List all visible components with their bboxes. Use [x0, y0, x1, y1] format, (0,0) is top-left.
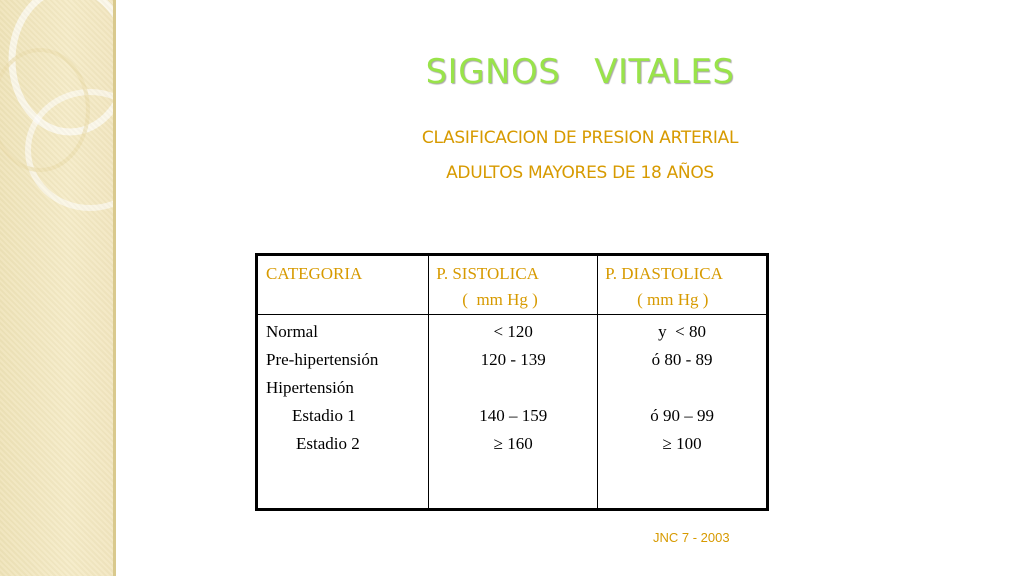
diastolica-estadio-1: ó 90 – 99 [650, 406, 714, 425]
category-hipertension: Hipertensión [266, 378, 354, 397]
header-sistolica-unit: ( mm Hg ) [462, 290, 538, 309]
source-citation: JNC 7 - 2003 [653, 530, 730, 545]
header-categoria-label: CATEGORIA [266, 264, 363, 283]
diastolica-column [598, 315, 768, 510]
sistolica-hipertension [429, 379, 597, 407]
table-header-row [257, 255, 768, 315]
header-diastolica [598, 255, 768, 315]
header-categoria [257, 255, 429, 315]
header-diastolica-unit: ( mm Hg ) [637, 290, 709, 309]
sistolica-prehipertension: 120 - 139 [480, 350, 546, 369]
slide-title: SIGNOS VITALES [425, 52, 735, 92]
header-sistolica [429, 255, 598, 315]
sistolica-normal: < 120 [493, 322, 533, 341]
diastolica-prehipertension: ó 80 - 89 [651, 350, 713, 369]
diastolica-normal: y < 80 [658, 322, 706, 341]
sistolica-estadio-1: 140 – 159 [479, 406, 548, 425]
category-normal: Normal [266, 322, 318, 341]
sistolica-estadio-2: ≥ 160 [493, 434, 533, 453]
diastolica-hipertension [598, 379, 766, 407]
category-estadio-2: Estadio 2 [296, 434, 360, 453]
slide-subtitle-line1: CLASIFICACION DE PRESION ARTERIAL [421, 128, 739, 148]
category-estadio-1: Estadio 1 [292, 406, 356, 425]
header-sistolica-label: P. SISTOLICA [436, 264, 539, 283]
diastolica-estadio-2: ≥ 100 [662, 434, 702, 453]
header-diastolica-label: P. DIASTOLICA [605, 264, 723, 283]
category-prehipertension: Pre-hipertensión [266, 350, 379, 369]
slide-subtitle-line2: ADULTOS MAYORES DE 18 AÑOS [446, 163, 714, 183]
table-body-row [257, 315, 768, 510]
sistolica-column [429, 315, 598, 510]
blood-pressure-table [255, 253, 769, 511]
categoria-column [257, 315, 429, 510]
